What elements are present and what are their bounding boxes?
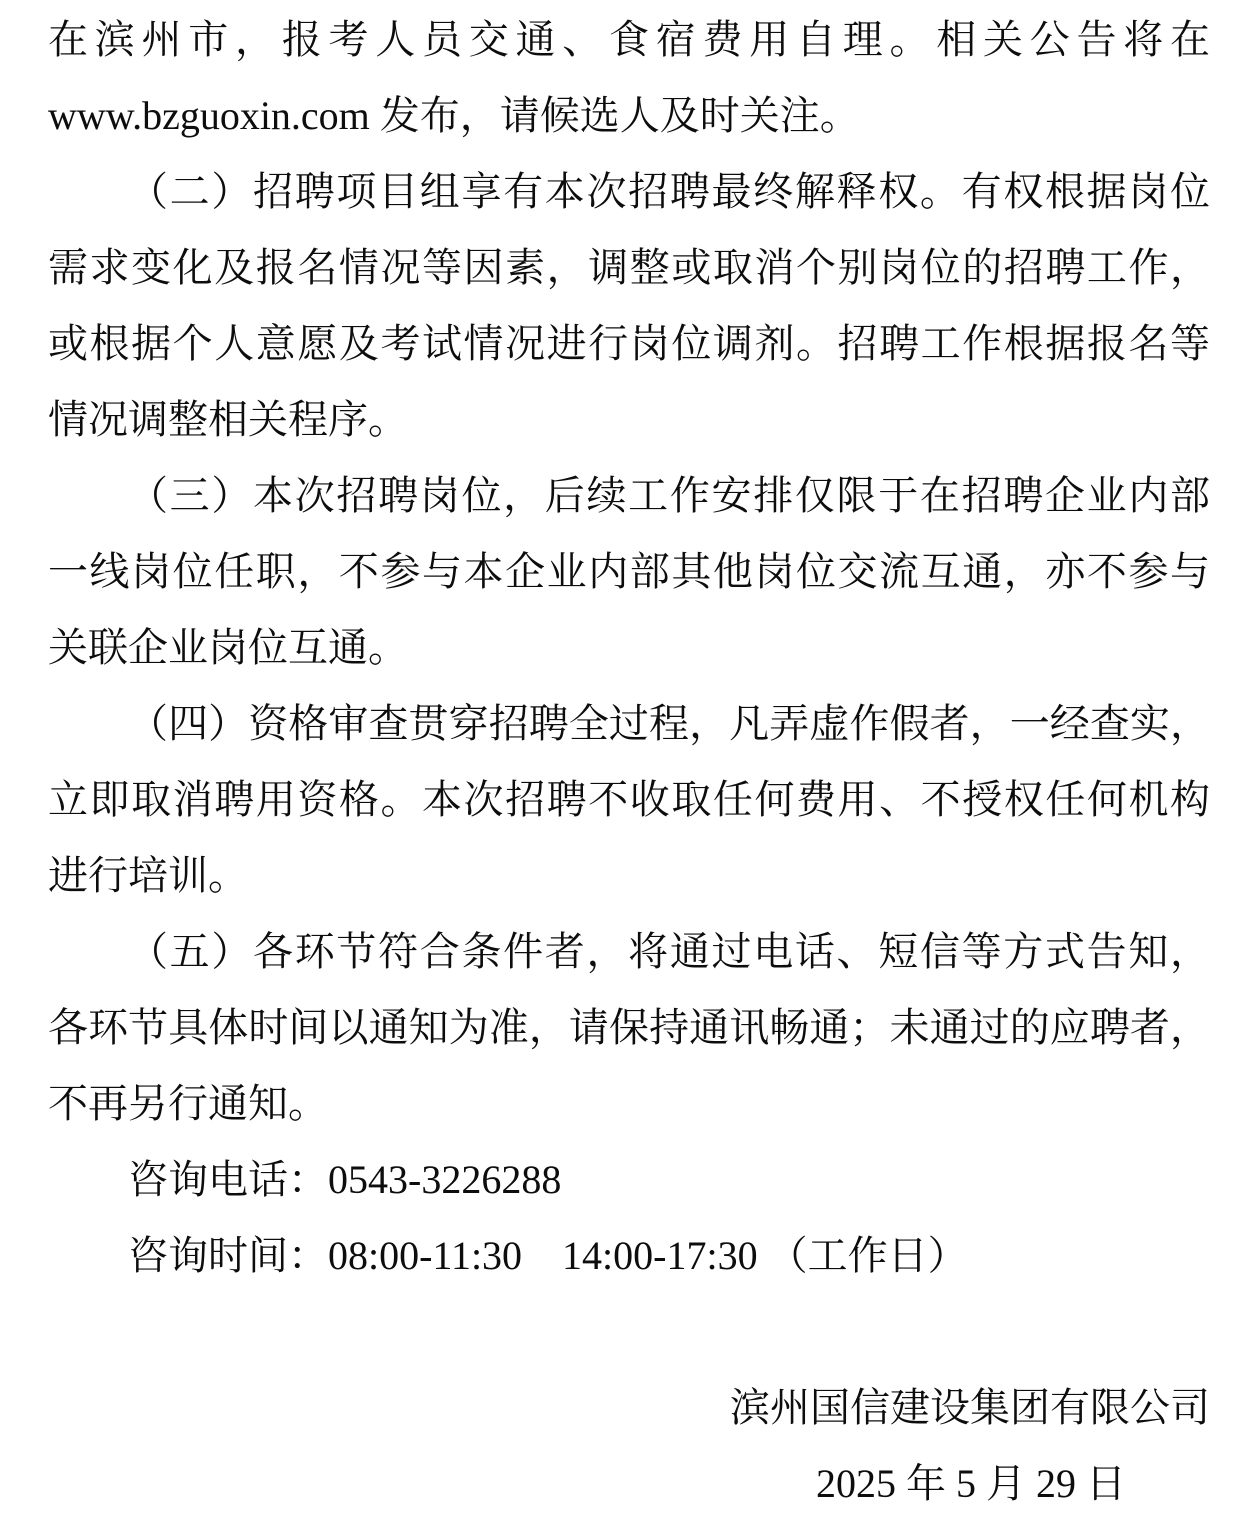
signature-company-name: 滨州国信建设集团有限公司 [730, 1385, 1210, 1430]
item3-line-1: （三）本次招聘岗位，后续工作安排仅限于在招聘企业内部 [128, 473, 1210, 518]
item4-line-3: 进行培训。 [48, 853, 248, 898]
item2-line-1: （二）招聘项目组享有本次招聘最终解释权。有权根据岗位 [128, 169, 1210, 214]
item3-line-3: 关联企业岗位互通。 [48, 625, 408, 670]
item2-line-4: 情况调整相关程序。 [48, 397, 408, 442]
signature-date: 2025 年 5 月 29 日 [816, 1461, 1126, 1506]
intro-line-2-website: www.bzguoxin.com 发布，请候选人及时关注。 [48, 93, 860, 138]
item3-line-2: 一线岗位任职，不参与本企业内部其他岗位交流互通，亦不参与 [48, 549, 1210, 594]
item2-line-2: 需求变化及报名情况等因素，调整或取消个别岗位的招聘工作， [48, 245, 1210, 290]
item5-line-3: 不再另行通知。 [48, 1081, 328, 1126]
item4-line-2: 立即取消聘用资格。本次招聘不收取任何费用、不授权任何机构 [48, 777, 1210, 822]
blank-line-spacer [48, 1294, 1210, 1370]
item5-line-2: 各环节具体时间以通知为准，请保持通讯畅通；未通过的应聘者， [48, 1005, 1210, 1050]
intro-line-1: 在滨州市，报考人员交通、食宿费用自理。相关公告将在 [48, 17, 1210, 62]
item2-line-3: 或根据个人意愿及考试情况进行岗位调剂。招聘工作根据报名等 [48, 321, 1210, 366]
contact-hours-line: 咨询时间：08:00-11:30 14:00-17:30 （工作日） [128, 1233, 968, 1278]
item4-line-1: （四）资格审查贯穿招聘全过程，凡弄虚作假者，一经查实， [128, 701, 1210, 746]
item5-line-1: （五）各环节符合条件者，将通过电话、短信等方式告知， [128, 929, 1210, 974]
contact-phone-line: 咨询电话：0543-3226288 [128, 1157, 562, 1202]
